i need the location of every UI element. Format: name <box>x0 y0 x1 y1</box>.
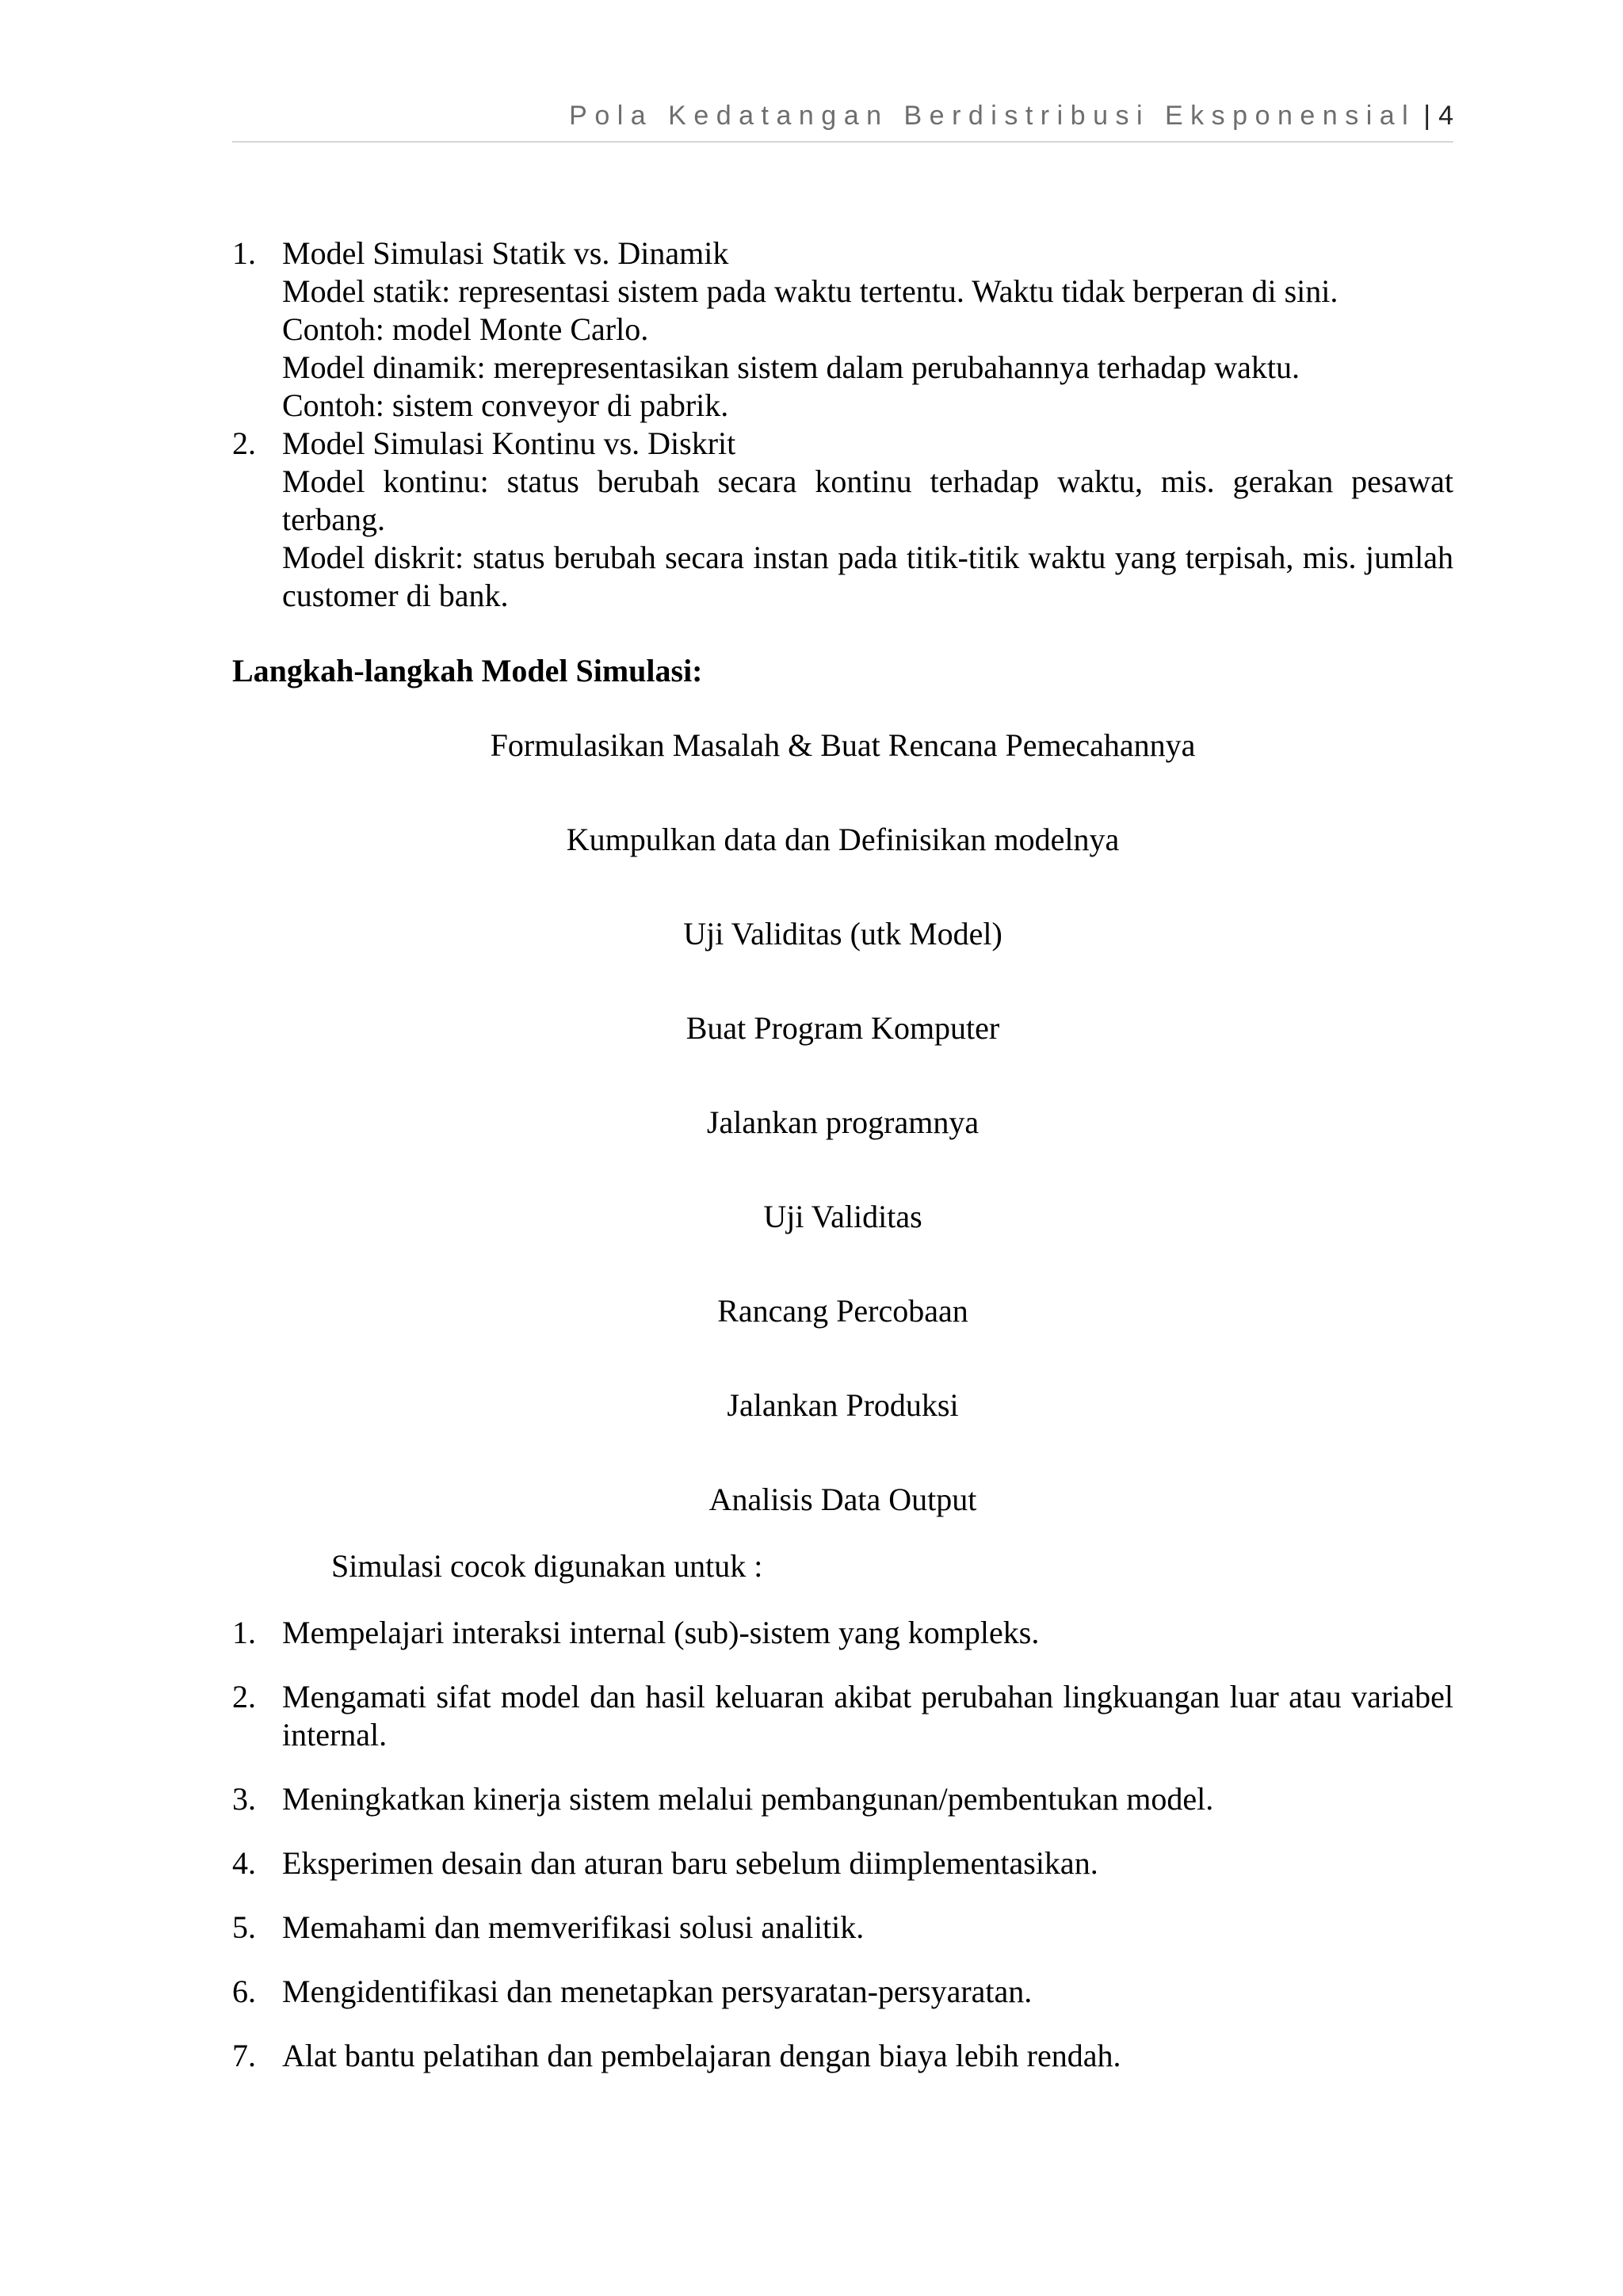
use-text: Mengidentifikasi dan menetapkan persyaratan-persyaratan. <box>282 1974 1033 2009</box>
model-type-item <box>232 425 1453 615</box>
model-type-item <box>232 235 1453 425</box>
use-item <box>232 1973 1453 2011</box>
model-type-line: Model dinamik: merepresentasikan sistem dalam perubahannya terhadap waktu. <box>282 349 1300 385</box>
use-text: Mengamati sifat model dan hasil keluaran akibat perubahan lingkuangan luar atau variabel internal. <box>282 1679 1453 1753</box>
header-text <box>569 100 1453 132</box>
list-number: 5. <box>232 1909 256 1945</box>
use-item <box>232 2037 1453 2075</box>
model-type-line: Contoh: sistem conveyor di pabrik. <box>282 387 729 423</box>
model-types-list <box>232 235 1453 615</box>
header-separator: | <box>1423 101 1431 131</box>
model-type-line: Model statik: representasi sistem pada waktu tertentu. Waktu tidak berperan di sini. <box>282 273 1338 309</box>
steps-flow <box>232 727 1453 1519</box>
page-header <box>232 93 1453 143</box>
header-title: Pola Kedatangan Berdistribusi Eksponensial <box>569 101 1416 131</box>
uses-intro: Simulasi cocok digunakan untuk : <box>331 1548 763 1584</box>
list-number: 3. <box>232 1781 256 1817</box>
step-item: Kumpulkan data dan Definisikan modelnya <box>566 822 1120 857</box>
step-item: Buat Program Komputer <box>685 1010 1000 1046</box>
model-type-title: Model Simulasi Kontinu vs. Diskrit <box>282 425 736 461</box>
use-item <box>232 1844 1453 1882</box>
use-item <box>232 1780 1453 1818</box>
list-number: 2. <box>232 425 256 461</box>
step-item: Jalankan programnya <box>706 1104 980 1140</box>
list-number: 1. <box>232 1615 256 1650</box>
list-number: 7. <box>232 2038 256 2073</box>
step-item: Rancang Percobaan <box>717 1293 968 1329</box>
use-text: Mempelajari interaksi internal (sub)-sistem yang kompleks. <box>282 1615 1040 1650</box>
use-item <box>232 1614 1453 1652</box>
list-number: 1. <box>232 235 256 271</box>
list-number: 4. <box>232 1845 256 1881</box>
use-text: Alat bantu pelatihan dan pembelajaran dengan biaya lebih rendah. <box>282 2038 1121 2073</box>
use-item <box>232 1678 1453 1754</box>
uses-list <box>232 1614 1453 2075</box>
step-item: Analisis Data Output <box>708 1482 977 1517</box>
model-type-title: Model Simulasi Statik vs. Dinamik <box>282 235 729 271</box>
list-number: 2. <box>232 1679 256 1714</box>
page-number: 4 <box>1438 101 1453 131</box>
model-type-line: Model diskrit: status berubah secara instan pada titik-titik waktu yang terpisah, mis. jumlah customer di bank. <box>282 540 1453 613</box>
use-item <box>232 1909 1453 1947</box>
step-item: Uji Validitas <box>763 1199 922 1234</box>
step-item: Jalankan Produksi <box>727 1387 959 1423</box>
use-text: Memahami dan memverifikasi solusi analitik. <box>282 1909 865 1945</box>
use-text: Meningkatkan kinerja sistem melalui pembangunan/pembentukan model. <box>282 1781 1214 1817</box>
use-text: Eksperimen desain dan aturan baru sebelum diimplementasikan. <box>282 1845 1098 1881</box>
model-type-line: Model kontinu: status berubah secara kontinu terhadap waktu, mis. gerakan pesawat terbang. <box>282 463 1453 537</box>
steps-heading: Langkah-langkah Model Simulasi: <box>232 653 703 688</box>
page-body <box>232 235 1453 2075</box>
list-number: 6. <box>232 1974 256 2009</box>
model-type-line: Contoh: model Monte Carlo. <box>282 311 649 347</box>
step-item: Formulasikan Masalah & Buat Rencana Pemecahannya <box>490 727 1196 763</box>
step-item: Uji Validitas (utk Model) <box>683 916 1002 952</box>
